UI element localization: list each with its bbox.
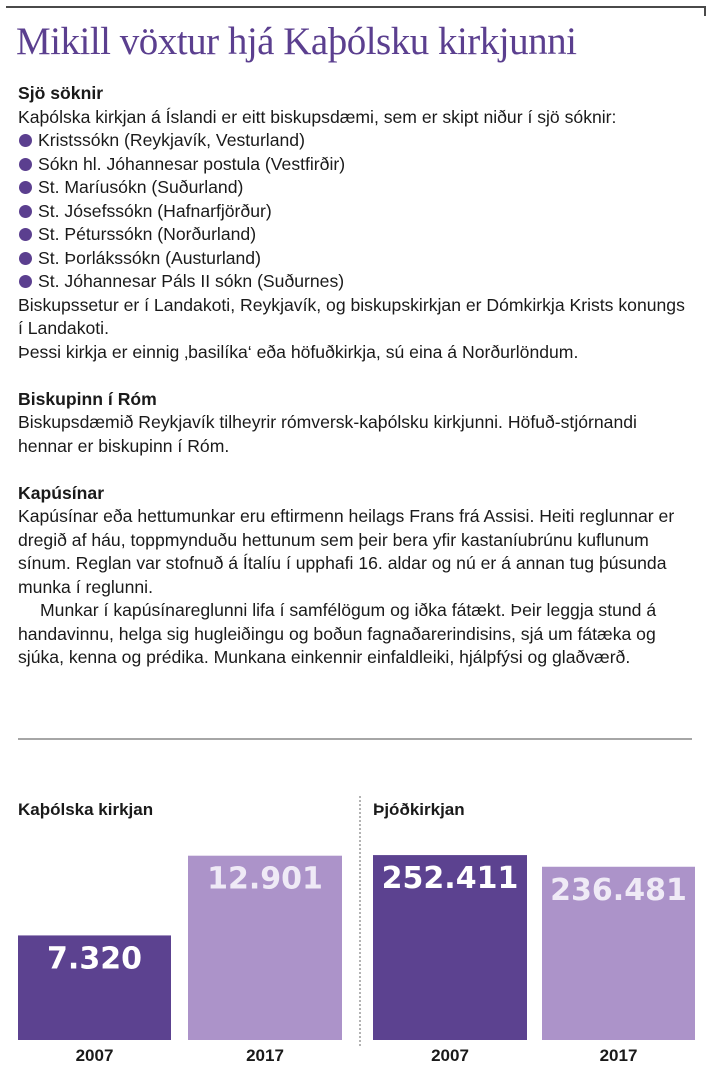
list-item xyxy=(18,176,690,200)
spacer xyxy=(18,458,690,482)
list-item xyxy=(18,270,690,294)
capuchins-paragraph: Kapúsínar eða hettumunkar eru eftirmenn heilags Frans frá Assisi. Heiti reglunnar er dregið af háu, toppmynduðu hettunum sem þeir bera yfir kastaníubrúnu kuflunum sínum. Reglan var stofnuð á Ítalíu í upphafi 16. aldar og nú er á annan tug þúsunda munka í reglunni. xyxy=(18,506,675,597)
bishop-seat-paragraph: Biskupssetur er í Landakoti, Reykjavík, og biskupskirkjan er Dómkirkja Krists konungs í Landakoti. xyxy=(18,294,685,338)
corner-border xyxy=(704,6,706,16)
bar-charts xyxy=(0,800,713,1083)
bar-value-label: 236.481 xyxy=(550,872,687,908)
parish-name: St. Þorlákssókn (Austurland) xyxy=(38,247,261,268)
x-tick-label: 2017 xyxy=(246,1046,284,1065)
bullet-icon xyxy=(19,134,32,147)
section-heading-capuchins: Kapúsínar xyxy=(18,482,105,503)
article-body xyxy=(18,82,690,670)
bar-value-label: 252.411 xyxy=(381,861,519,897)
x-tick-label: 2007 xyxy=(431,1046,469,1065)
parishes-intro: Kaþólska kirkjan á Íslandi er eitt biskupsdæmi, sem er skipt niður í sjö sóknir: xyxy=(18,106,617,127)
list-item xyxy=(18,247,690,271)
monks-paragraph: Munkar í kapúsínareglunni lifa í samfélögum og iðka fátækt. Þeir leggja stund á handavinnu, helga sig hugleiðingu og boðun fagnaðarerindisins, sjá um fátæka og sjúka, kenna og prédika. Munkana einkennir einfaldleiki, hjálpfýsi og glaðværð. xyxy=(18,600,657,667)
list-item xyxy=(18,129,690,153)
parish-name: St. Péturssókn (Norðurland) xyxy=(38,224,257,244)
list-item xyxy=(18,153,690,177)
parish-name: Sókn hl. Jóhannesar postula (Vestfirðir) xyxy=(38,153,346,174)
chart-title-catholic: Kaþólska kirkjan xyxy=(18,800,154,819)
parish-name: St. Maríusókn (Suðurland) xyxy=(38,177,244,197)
parish-name: St. Jóhannesar Páls II sókn (Suðurnes) xyxy=(38,271,345,291)
bullet-icon xyxy=(19,205,32,218)
x-tick-label: 2007 xyxy=(75,1046,114,1065)
top-border xyxy=(6,6,706,8)
spacer xyxy=(18,364,690,388)
bar-value-label: 7.320 xyxy=(47,941,142,977)
x-tick-label: 2017 xyxy=(599,1046,638,1065)
basilica-paragraph: Þessi kirkja er einnig ‚basilíka‘ eða höfuðkirkja, sú eina á Norðurlöndum. xyxy=(18,341,579,362)
bullet-icon xyxy=(19,228,32,241)
bullet-icon xyxy=(19,158,32,171)
list-item xyxy=(18,200,690,224)
page-title: Mikill vöxtur hjá Kaþólsku kirkjunni xyxy=(16,20,577,63)
parish-name: St. Jósefssókn (Hafnarfjörður) xyxy=(38,200,272,221)
section-divider xyxy=(18,738,692,740)
chart-title-national: Þjóðkirkjan xyxy=(373,800,465,819)
parish-name: Kristssókn (Reykjavík, Vesturland) xyxy=(38,130,305,150)
parish-list xyxy=(18,129,690,294)
section-heading-bishop: Biskupinn í Róm xyxy=(18,388,157,409)
bullet-icon xyxy=(19,275,32,288)
section-heading-parishes: Sjö söknir xyxy=(18,83,104,103)
bar-value-label: 12.901 xyxy=(207,861,323,897)
bullet-icon xyxy=(19,252,32,265)
bishop-paragraph: Biskupsdæmið Reykjavík tilheyrir rómversk-kaþólsku kirkjunni. Höfuð-stjórnandi hennar er biskupinn í Róm. xyxy=(18,412,637,456)
list-item xyxy=(18,223,690,247)
bullet-icon xyxy=(19,181,32,194)
